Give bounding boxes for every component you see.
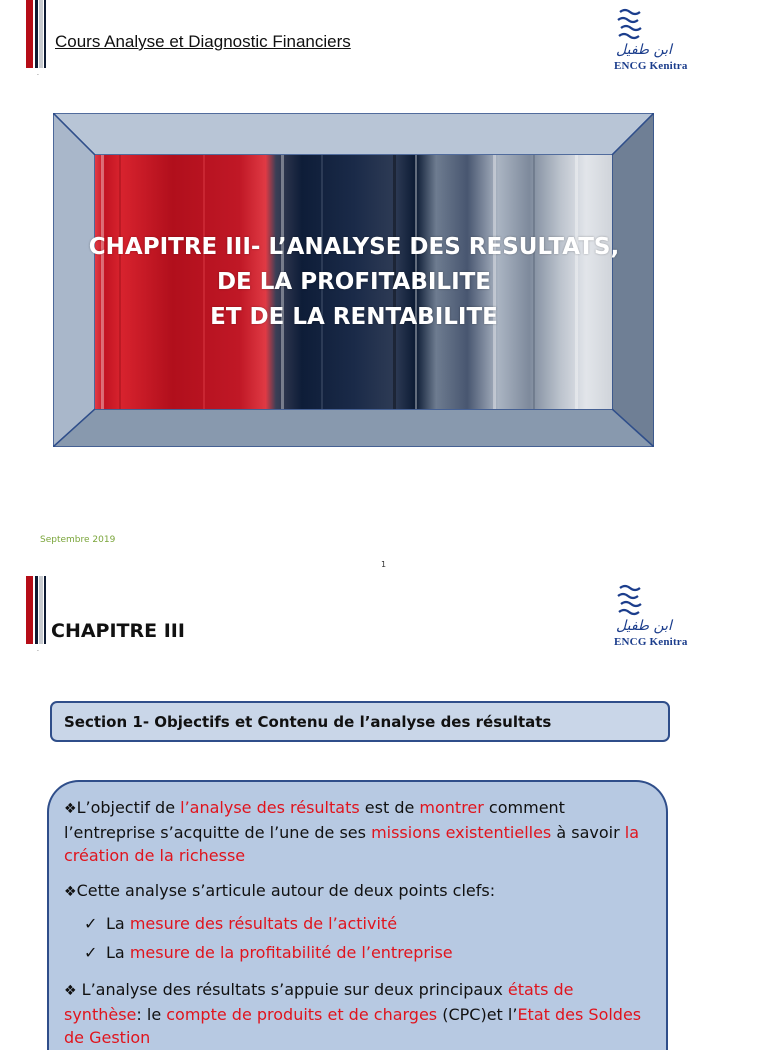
page-number: 1	[381, 560, 387, 569]
slide-dot: .	[37, 70, 39, 77]
chapter-title-line-1: CHAPITRE III- L’ANALYSE DES RESULTATS,	[88, 233, 620, 260]
checkmark-icon: ✓	[84, 943, 98, 962]
logo-arabic-text: ابن طفيل	[616, 618, 672, 634]
logo-waves-icon	[616, 584, 646, 620]
course-title: Cours Analyse et Diagnostic Financiers	[55, 32, 351, 51]
slide-corner-bars-2	[26, 576, 48, 644]
encg-logo	[612, 8, 712, 76]
section-title: Section 1- Objectifs et Contenu de l’analyse des résultats	[64, 712, 552, 731]
logo-text: ENCG Kenitra	[614, 636, 688, 648]
chapter-title-line-2: DE LA PROFITABILITE	[216, 268, 492, 295]
paragraph-objective: ❖L’objectif de l’analyse des résultats est de montrer comment l’entreprise s’acquitte de l’une de ses missions existentielles à savoir la création de la richesse	[64, 798, 639, 865]
chapter-heading: CHAPITRE III	[51, 620, 185, 642]
chapter-title-frame	[53, 113, 654, 447]
checkmark-icon: ✓	[84, 914, 98, 933]
check-item-2: ✓ La mesure de la profitabilité de l’entreprise	[84, 943, 453, 962]
check-item-1: ✓ La mesure des résultats de l’activité	[84, 914, 398, 933]
section-title-box	[50, 701, 670, 742]
logo-arabic-text: ابن طفيل	[616, 42, 672, 58]
logo-text: ENCG Kenitra	[614, 60, 688, 72]
paragraph-statements: ❖ L’analyse des résultats s’appuie sur deux principaux états de synthèse: le compte de produits et de charges (CPC)et l’Etat des Soldes de Gestion	[64, 980, 642, 1047]
slide-corner-bars	[26, 0, 48, 68]
slide-date: Septembre 2019	[40, 535, 116, 545]
logo-waves-icon	[616, 8, 646, 44]
content-box	[47, 780, 668, 1050]
paragraph-key-points: ❖Cette analyse s’articule autour de deux points clefs:	[64, 881, 496, 900]
diamond-bullet-icon: ❖	[64, 884, 77, 900]
diamond-bullet-icon: ❖	[64, 983, 77, 999]
slide-dot-2: .	[37, 646, 39, 653]
chapter-title	[88, 155, 620, 409]
diamond-bullet-icon: ❖	[64, 801, 77, 817]
chapter-title-line-3: ET DE LA RENTABILITE	[210, 303, 498, 330]
encg-logo-2	[612, 584, 712, 652]
